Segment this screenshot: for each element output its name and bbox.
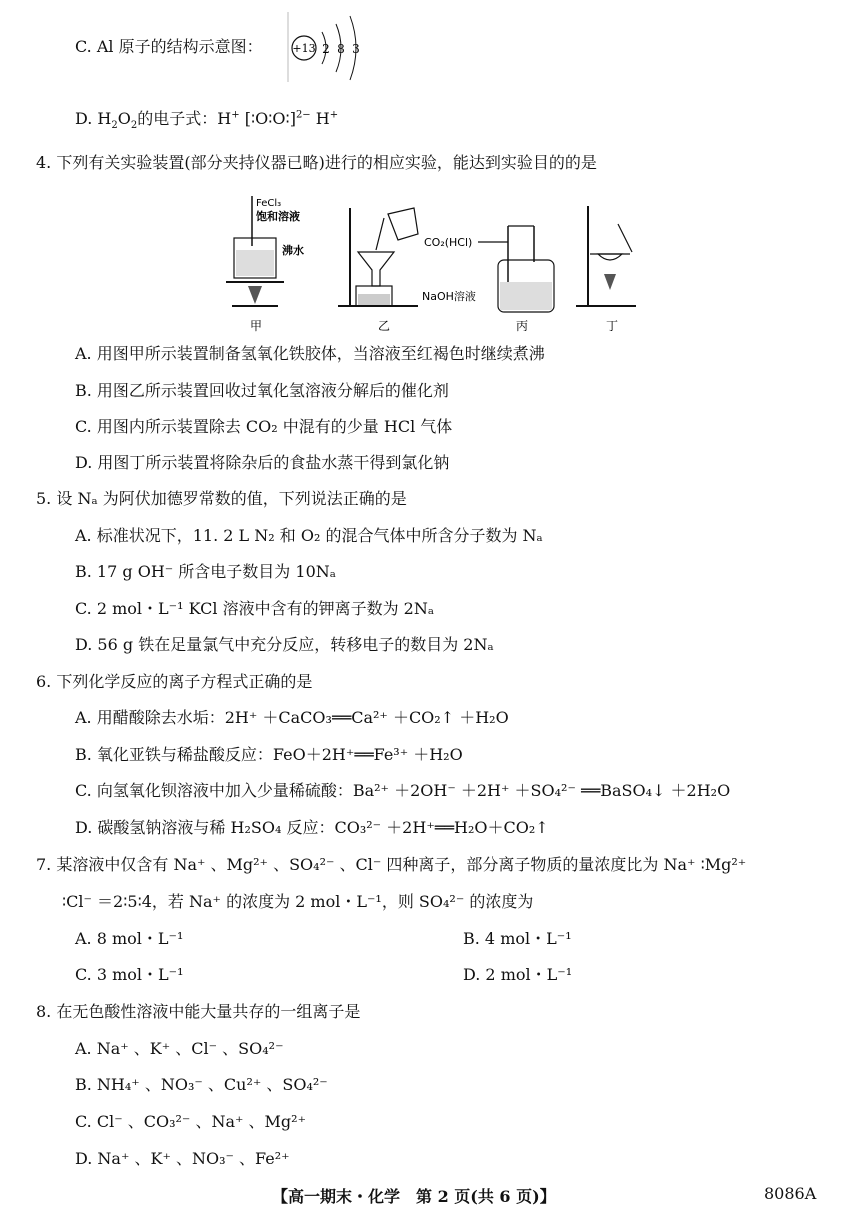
footer-page-info: 【高一期末・化学 第 2 页(共 6 页)】 — [272, 1187, 556, 1206]
q7-stem-line1: 7. 某溶液中仅含有 Na⁺ 、Mg²⁺ 、SO₄²⁻ 、Cl⁻ 四种离子，部分离子物质的量浓度比为 Na⁺ ∶Mg²⁺ — [36, 855, 747, 874]
q3-option-d-rest: 的电子式：H — [137, 109, 232, 128]
label-bing: 丙 — [516, 319, 529, 333]
q7-stem-line2: ∶Cl⁻ ＝2∶5∶4，若 Na⁺ 的浓度为 2 mol・L⁻¹，则 SO₄²⁻ 的浓度为 — [62, 892, 534, 911]
q7-option-a: A. 8 mol・L⁻¹ — [75, 929, 184, 948]
q3-option-d: D. $H_2O_2$的电子式：H+ [∶O∶O∶]$^{2-}$ H+ — [75, 109, 339, 132]
label-co2-hcl: CO₂(HCl) — [424, 236, 473, 249]
apparatus-bing — [422, 226, 554, 333]
q4-option-a: A. 用图甲所示装置制备氢氧化铁胶体，当溶液至红褐色时继续煮沸 — [75, 344, 545, 363]
al-atom-structure-diagram — [286, 10, 368, 84]
q6-option-a: A. 用醋酸除去水垢：2H⁺ ＋CaCO₃══Ca²⁺ ＋CO₂↑ ＋H₂O — [75, 708, 509, 727]
label-jia: 甲 — [250, 319, 263, 333]
apparatus-yi — [338, 208, 418, 333]
apparatus-jia — [226, 196, 304, 333]
q4-option-c: C. 用图内所示装置除去 CO₂ 中混有的少量 HCl 气体 — [75, 417, 453, 436]
h2o2-electron-formula: [∶O∶O∶] — [244, 109, 296, 128]
q5-option-b: B. 17 g OH⁻ 所含电子数目为 10Nₐ — [75, 562, 336, 581]
apparatus-ding — [576, 206, 636, 333]
q4-option-d: D. 用图丁所示装置将除杂后的食盐水蒸干得到氯化钠 — [75, 453, 450, 472]
q6-option-b: B. 氧化亚铁与稀盐酸反应：FeO＋2H⁺══Fe³⁺ ＋H₂O — [75, 745, 463, 764]
q6-stem: 6. 下列化学反应的离子方程式正确的是 — [36, 672, 313, 691]
q8-option-b: B. NH₄⁺ 、NO₃⁻ 、Cu²⁺ 、SO₄²⁻ — [75, 1075, 328, 1094]
q8-option-c: C. Cl⁻ 、CO₃²⁻ 、Na⁺ 、Mg²⁺ — [75, 1112, 307, 1131]
al-nucleus-charge: +13 — [292, 42, 316, 55]
q5-option-a: A. 标准状况下，11. 2 L N₂ 和 O₂ 的混合气体中所含分子数为 Nₐ — [75, 526, 543, 545]
q8-stem: 8. 在无色酸性溶液中能大量共存的一组离子是 — [36, 1002, 361, 1021]
label-yi: 乙 — [378, 319, 391, 333]
q7-option-d: D. 2 mol・L⁻¹ — [463, 965, 573, 984]
q6-option-c: C. 向氢氧化钡溶液中加入少量稀硫酸：Ba²⁺ ＋2OH⁻ ＋2H⁺ ＋SO₄²⁻ ══BaSO₄↓ ＋2H₂O — [75, 781, 731, 800]
q3-option-c-text: C. Al 原子的结构示意图： — [75, 37, 263, 56]
q5-option-c: C. 2 mol・L⁻¹ KCl 溶液中含有的钾离子数为 2Nₐ — [75, 599, 435, 618]
q5-option-d: D. 56 g 铁在足量氯气中充分反应，转移电子的数目为 2Nₐ — [75, 635, 494, 654]
q4-apparatus-figure — [218, 194, 638, 334]
al-shell-1: 2 — [322, 42, 330, 56]
q7-option-c: C. 3 mol・L⁻¹ — [75, 965, 184, 984]
q6-option-d: D. 碳酸氢钠溶液与稀 H₂SO₄ 反应：CO₃²⁻ ＋2H⁺══H₂O＋CO₂↑ — [75, 818, 549, 837]
q4-stem: 4. 下列有关实验装置(部分夹持仪器已略)进行的相应实验，能达到实验目的的是 — [36, 153, 597, 172]
footer-exam-code: 8086A — [764, 1184, 817, 1203]
q4-option-b: B. 用图乙所示装置回收过氧化氢溶液分解后的催化剂 — [75, 381, 449, 400]
al-shell-2: 8 — [337, 42, 345, 56]
al-shell-3: 3 — [352, 42, 360, 56]
electron-formula-charge: 2− — [295, 109, 311, 121]
electron-formula-tail-h: H — [315, 109, 330, 128]
q8-option-a: A. Na⁺ 、K⁺ 、Cl⁻ 、SO₄²⁻ — [75, 1039, 284, 1058]
label-ding: 丁 — [606, 319, 619, 333]
q3-option-d-prefix: D. H — [75, 109, 112, 128]
q5-stem: 5. 设 Nₐ 为阿伏加德罗常数的值，下列说法正确的是 — [36, 489, 407, 508]
label-fecl3: FeCl₃ — [256, 198, 282, 209]
label-saturated: 饱和溶液 — [256, 210, 300, 223]
label-naoh: NaOH溶液 — [422, 290, 476, 303]
q8-option-d: D. Na⁺ 、K⁺ 、NO₃⁻ 、Fe²⁺ — [75, 1149, 290, 1168]
label-boiling-water: 沸水 — [282, 244, 304, 257]
q3-option-c — [75, 36, 263, 58]
q7-option-b: B. 4 mol・L⁻¹ — [463, 929, 572, 948]
